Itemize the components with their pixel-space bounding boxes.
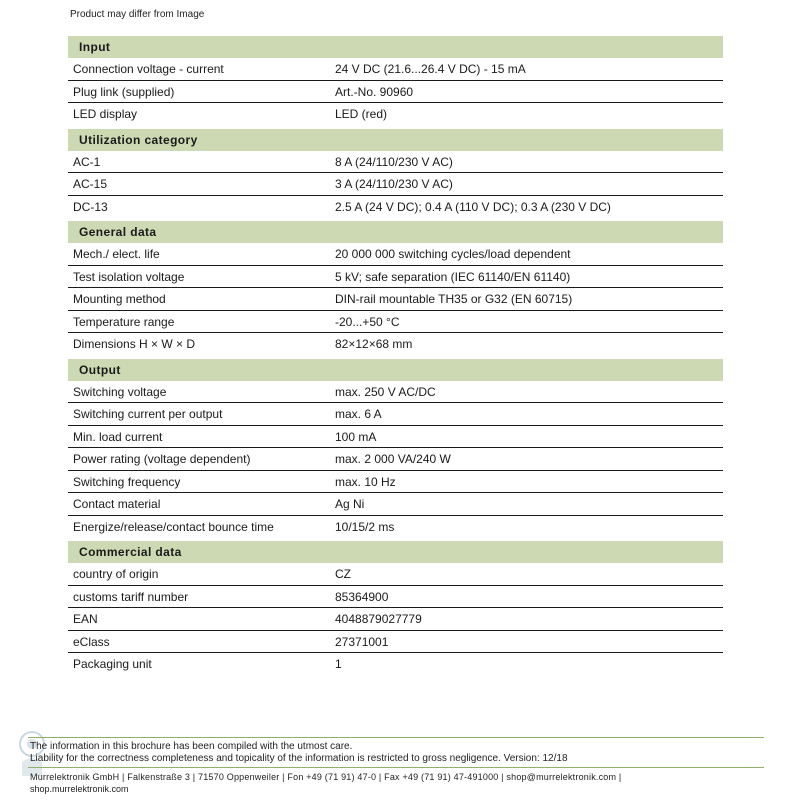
spec-label: Dimensions H × W × D (73, 337, 196, 351)
spec-label: Mech./ elect. life (73, 247, 160, 261)
footer-rule-bottom (28, 767, 764, 768)
spec-label: LED display (73, 107, 138, 121)
spec-label: EAN (73, 612, 98, 626)
spec-value: max. 2 000 VA/240 W (335, 452, 451, 466)
spec-label: Connection voltage - current (73, 62, 224, 76)
section-rows (68, 151, 723, 219)
spec-label: Min. load current (73, 429, 163, 444)
spec-label: country of origin (73, 567, 159, 581)
spec-row (68, 586, 723, 609)
spec-value: -20...+50 °C (335, 314, 400, 329)
spec-value: CZ (335, 567, 351, 581)
footer-company-address: Murrelektronik GmbH | Falkenstraße 3 | 71570 Oppenweiler | Fon +49 (71 91) 47-0 | Fax +49 (71 91) 47-491000 | shop@murrelektronik.com | (30, 772, 622, 782)
spec-row (68, 471, 723, 494)
spec-label: Switching voltage (73, 384, 167, 399)
spec-value: 10/15/2 ms (335, 519, 395, 534)
spec-label: eClass (73, 634, 110, 649)
spec-label: Plug link (supplied) (73, 84, 175, 99)
spec-label: customs tariff number (73, 589, 189, 604)
spec-value: 8 A (24/110/230 V AC) (335, 154, 453, 169)
section-header: Input (68, 36, 723, 58)
section-rows (68, 58, 723, 126)
spec-label: Temperature range (73, 314, 175, 329)
spec-row (68, 653, 723, 676)
section-header: General data (68, 221, 723, 243)
spec-value: 2.5 A (24 V DC); 0.4 A (110 V DC); 0.3 A (230 V DC) (335, 199, 611, 214)
spec-value: LED (red) (335, 107, 388, 121)
section-header: Output (68, 359, 723, 381)
spec-row (68, 563, 723, 586)
spec-value: 85364900 (335, 589, 389, 604)
section-header: Commercial data (68, 541, 723, 563)
spec-row (68, 81, 723, 104)
spec-value: 20 000 000 switching cycles/load dependent (335, 247, 571, 261)
spec-row (68, 58, 723, 81)
spec-label: DC-13 (73, 199, 108, 214)
footer-disclaimer-2: Liability for the correctness completeness and topicality of the information is restricted to gross negligence. Version: 12/18 (30, 753, 568, 764)
spec-value: 82×12×68 mm (335, 337, 413, 351)
spec-label: Packaging unit (73, 657, 152, 671)
spec-label: Mounting method (73, 292, 166, 306)
spec-row (68, 151, 723, 174)
spec-value: Ag Ni (335, 497, 365, 511)
spec-value: 4048879027779 (335, 612, 422, 626)
spec-row (68, 243, 723, 266)
section-rows (68, 243, 723, 356)
spec-value: max. 6 A (335, 407, 382, 421)
spec-row (68, 196, 723, 219)
spec-row (68, 493, 723, 516)
spec-label: Contact material (73, 497, 161, 511)
section-rows (68, 563, 723, 676)
spec-row (68, 403, 723, 426)
footer-shop-link[interactable]: shop.murrelektronik.com (30, 784, 129, 794)
spec-value: DIN-rail mountable TH35 or G32 (EN 60715) (335, 292, 573, 306)
spec-row (68, 311, 723, 334)
spec-value: 27371001 (335, 634, 389, 649)
spec-row (68, 173, 723, 196)
spec-label: AC-1 (73, 154, 101, 169)
spec-label: AC-15 (73, 177, 108, 191)
spec-row (68, 333, 723, 356)
spec-value: max. 250 V AC/DC (335, 384, 436, 399)
spec-value: Art.-No. 90960 (335, 84, 414, 99)
spec-row (68, 266, 723, 289)
footer-rule-top (28, 737, 764, 738)
spec-value: 1 (335, 657, 342, 671)
spec-value: 5 kV; safe separation (IEC 61140/EN 61140) (335, 269, 571, 284)
spec-table (68, 36, 723, 676)
spec-value: max. 10 Hz (335, 474, 396, 489)
spec-label: Switching frequency (73, 474, 181, 489)
section-header: Utilization category (68, 129, 723, 151)
footer-disclaimer-1: The information in this brochure has been compiled with the utmost care. (30, 741, 353, 752)
spec-label: Switching current per output (73, 407, 223, 421)
spec-row (68, 426, 723, 449)
spec-value: 100 mA (335, 429, 377, 444)
spec-row (68, 381, 723, 404)
spec-row (68, 631, 723, 654)
spec-row (68, 608, 723, 631)
spec-label: Test isolation voltage (73, 269, 185, 284)
spec-row (68, 288, 723, 311)
spec-value: 24 V DC (21.6...26.4 V DC) - 15 mA (335, 62, 526, 76)
section-rows (68, 381, 723, 539)
product-note: Product may differ from Image (70, 9, 205, 20)
spec-label: Power rating (voltage dependent) (73, 452, 251, 466)
spec-row (68, 103, 723, 126)
spec-row (68, 516, 723, 539)
spec-value: 3 A (24/110/230 V AC) (335, 177, 453, 191)
spec-label: Energize/release/contact bounce time (73, 519, 274, 534)
spec-row (68, 448, 723, 471)
